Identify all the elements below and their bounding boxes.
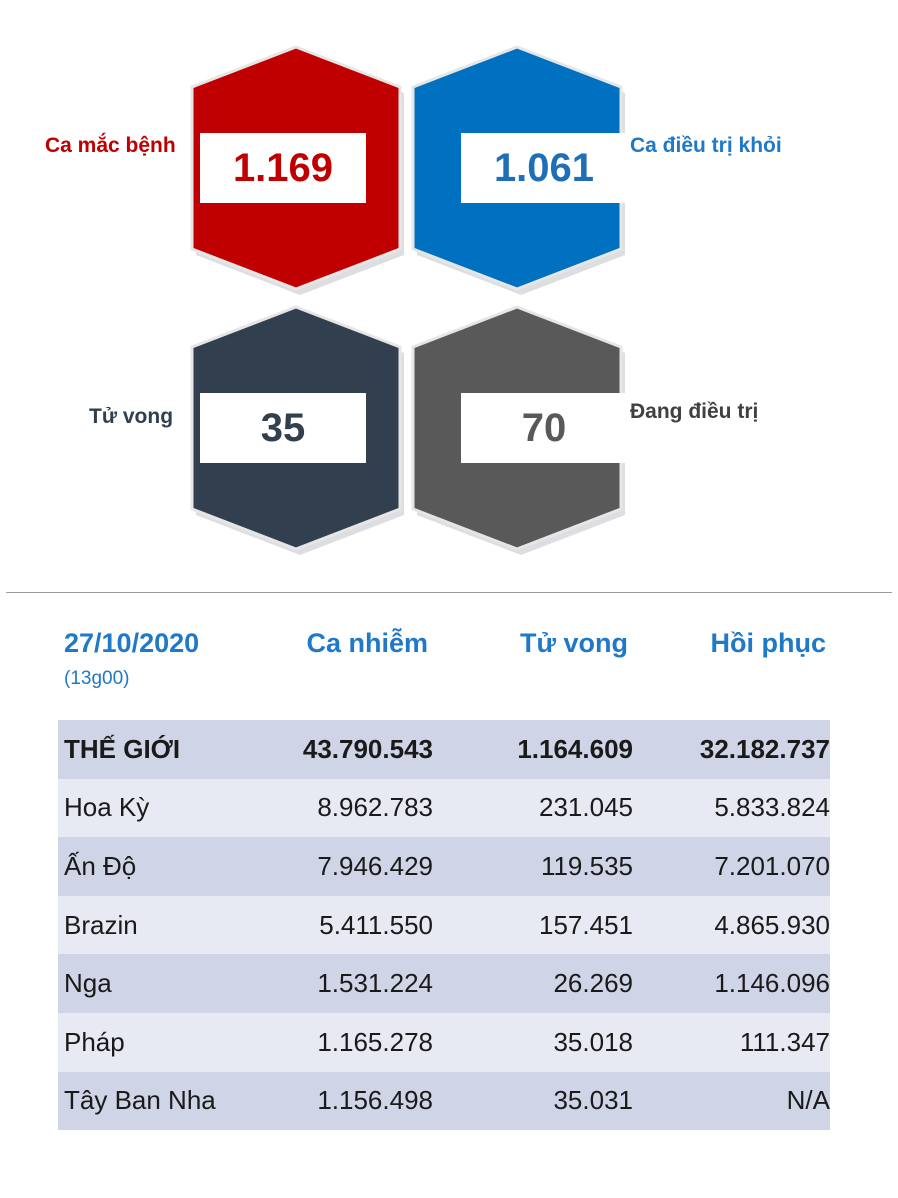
- row-cases: 1.165.278: [317, 1026, 433, 1057]
- recovered-hexagon: [413, 45, 643, 295]
- column-header-recovered: Hồi phục: [710, 628, 826, 658]
- row-recovered: 1.146.096: [714, 968, 830, 999]
- row-name: Nga: [64, 968, 112, 999]
- row-cases: 7.946.429: [317, 850, 433, 881]
- table-row: [58, 954, 830, 1013]
- deaths-value: 35: [200, 393, 366, 463]
- cases-label: Ca mắc bệnh: [45, 134, 176, 157]
- table-row: [58, 1072, 830, 1131]
- world-stats-table: [58, 720, 830, 1130]
- treating-hexagon: [413, 305, 643, 555]
- row-deaths: 26.269: [553, 968, 633, 999]
- row-name: Ấn Độ: [64, 850, 137, 881]
- table-row: [58, 1013, 830, 1072]
- recovered-value: 1.061: [461, 133, 627, 203]
- row-recovered: 32.182.737: [699, 733, 830, 764]
- row-name: THẾ GIỚI: [64, 733, 181, 764]
- row-cases: 8.962.783: [317, 792, 433, 823]
- row-name: Brazin: [64, 909, 138, 940]
- cases-value: 1.169: [200, 133, 366, 203]
- treating-label: Đang điều trị: [630, 400, 759, 423]
- recovered-label: Ca điều trị khỏi: [630, 134, 782, 157]
- cases-hexagon: [192, 45, 422, 295]
- row-recovered: 7.201.070: [714, 850, 830, 881]
- row-deaths: 119.535: [540, 850, 633, 881]
- row-deaths: 231.045: [539, 792, 633, 823]
- deaths-hexagon: [192, 305, 422, 555]
- row-cases: 1.531.224: [317, 968, 433, 999]
- table-row: [58, 779, 830, 838]
- row-name: Tây Ban Nha: [64, 1085, 216, 1116]
- table-date: 27/10/2020: [64, 628, 200, 658]
- row-name: Hoa Kỳ: [64, 792, 150, 823]
- row-deaths: 1.164.609: [517, 733, 633, 764]
- section-divider: [6, 592, 892, 593]
- row-deaths: 35.018: [553, 1026, 633, 1057]
- row-deaths: 157.451: [539, 909, 633, 940]
- deaths-label: Tử vong: [89, 405, 174, 428]
- row-cases: 5.411.550: [319, 909, 433, 940]
- row-cases: 43.790.543: [302, 733, 433, 764]
- row-recovered: 5.833.824: [714, 792, 830, 823]
- table-row-world: [58, 720, 830, 779]
- row-name: Pháp: [64, 1026, 125, 1057]
- row-recovered: 4.865.930: [714, 909, 830, 940]
- row-recovered: N/A: [786, 1085, 830, 1116]
- table-time: (13g00): [64, 668, 130, 689]
- treating-value: 70: [461, 393, 627, 463]
- column-header-deaths: Tử vong: [519, 628, 628, 658]
- row-recovered: 111.347: [739, 1026, 830, 1057]
- table-row: [58, 837, 830, 896]
- column-header-cases: Ca nhiễm: [306, 628, 428, 658]
- row-deaths: 35.031: [553, 1085, 633, 1116]
- table-row: [58, 896, 830, 955]
- row-cases: 1.156.498: [317, 1085, 433, 1116]
